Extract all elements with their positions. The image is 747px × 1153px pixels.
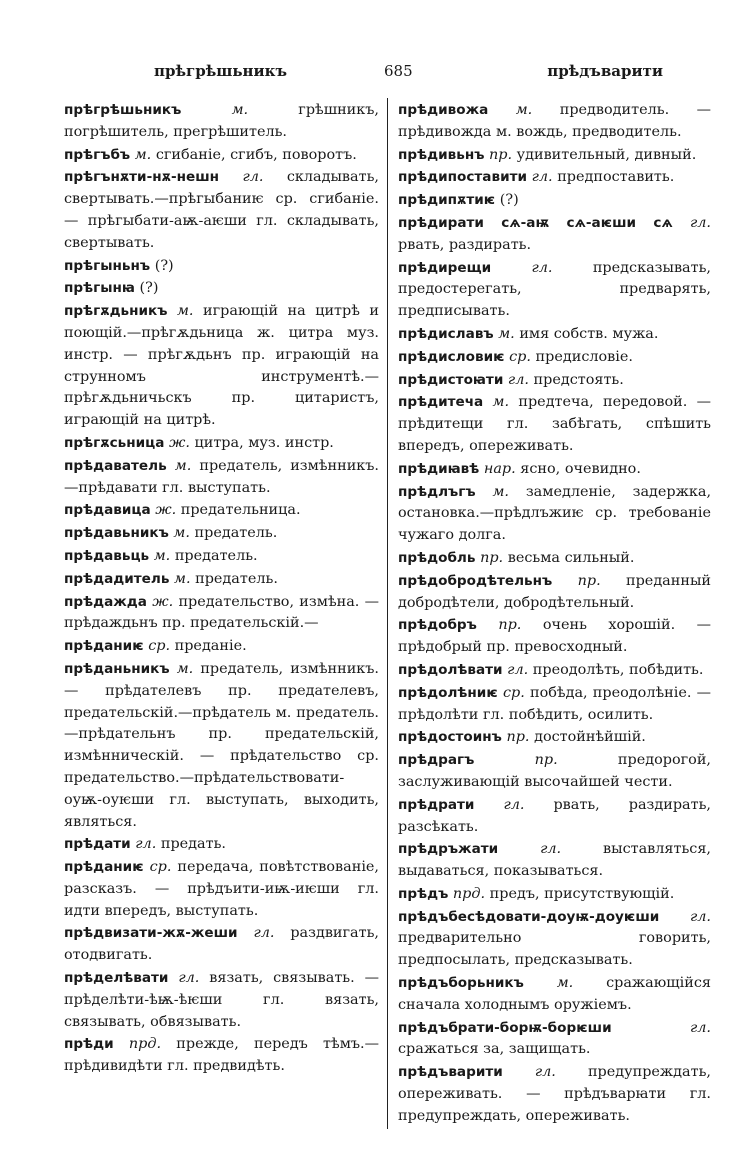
entry-grammar-label: гл. xyxy=(531,169,553,186)
entry-grammar-label: ж. xyxy=(168,434,190,451)
entry-definition: (?) xyxy=(499,192,519,209)
dictionary-entry xyxy=(398,750,711,794)
entry-definition: сражаться за, защищать. xyxy=(398,1041,591,1058)
entry-definition: цитра, муз. инстр. xyxy=(194,434,334,451)
entry-definition: раздвигать, отодвигать. xyxy=(64,925,379,964)
dictionary-entry xyxy=(64,523,379,545)
entry-headword: прѣдолѣниѥ xyxy=(398,684,498,701)
entry-definition: предпоставить. xyxy=(557,169,675,186)
entry-headword: прѣданьникъ xyxy=(64,660,170,677)
dictionary-entry xyxy=(398,839,711,883)
entry-grammar-label: ж. xyxy=(152,593,174,610)
dictionary-entry xyxy=(398,973,711,1017)
entry-definition: предатель. xyxy=(195,570,278,587)
entry-definition: предатель, измѣнникъ.—прѣдавати гл. выступать. xyxy=(64,457,380,496)
dictionary-entry xyxy=(64,592,379,636)
entry-definition: выставляться, выдаваться, показываться. xyxy=(398,841,712,880)
dictionary-entry xyxy=(398,1018,711,1062)
entry-grammar-label: м. xyxy=(177,303,194,320)
entry-headword: прѣдъборьникъ xyxy=(398,975,524,992)
page-number: 685 xyxy=(384,62,413,80)
dictionary-entry xyxy=(398,795,711,839)
dictionary-entry xyxy=(64,456,379,500)
entry-grammar-label: гл. xyxy=(690,214,712,231)
dictionary-entry xyxy=(398,190,711,212)
entry-grammar-label: гл. xyxy=(503,796,525,813)
entry-headword: прѣдати xyxy=(64,836,131,853)
entry-grammar-label: гл. xyxy=(507,371,529,388)
entry-grammar-label: ср. xyxy=(509,348,531,365)
entry-grammar-label: гл. xyxy=(540,841,562,858)
entry-definition: передача, повѣтствованіе, разсказъ. — прѣдъити-иѭ-иѥши гл. идти впередъ, выступать. xyxy=(64,859,380,919)
entry-headword: прѣдистоꙗти xyxy=(398,371,504,388)
entry-definition: ясно, очевидно. xyxy=(520,460,641,477)
entry-headword: прѣдрати xyxy=(398,796,475,813)
entry-grammar-label: ср. xyxy=(502,684,525,701)
entry-headword: прѣгъбъ xyxy=(64,146,131,163)
entry-headword: прѣдипоставити xyxy=(398,169,528,186)
entry-grammar-label: м. xyxy=(174,570,191,587)
dictionary-entry xyxy=(64,968,379,1033)
entry-definition: побѣда, преодолѣніе. —прѣдолѣти гл. побѣдить, осилить. xyxy=(398,684,712,723)
entry-grammar-label: нар. xyxy=(483,460,516,477)
dictionary-entry xyxy=(398,324,711,346)
entry-definition: рвать, раздирать, разсѣкать. xyxy=(398,796,711,835)
dictionary-entry xyxy=(64,857,379,922)
dictionary-entry xyxy=(398,347,711,369)
entry-headword: прѣдъ xyxy=(398,885,449,902)
entry-grammar-label: ср. xyxy=(148,638,171,655)
dictionary-entry xyxy=(398,167,711,189)
dictionary-entry xyxy=(398,100,711,144)
entry-headword: прѣдобль xyxy=(398,549,476,566)
entry-definition: предъ, присутствующій. xyxy=(489,885,675,902)
entry-definition: предатель. xyxy=(194,525,278,542)
entry-definition: очень хорошій. — прѣдобрый пр. превосходный. xyxy=(398,617,712,656)
entry-headword: прѣгънѫти-нѫ-нешн xyxy=(64,169,220,186)
dictionary-entry xyxy=(64,569,379,591)
entry-grammar-label: м. xyxy=(153,547,171,564)
entry-definition: предстоять. xyxy=(533,371,624,388)
entry-grammar-label: гл. xyxy=(507,661,529,678)
header-right-guideword: прѣдъварити xyxy=(547,62,663,80)
entry-headword: прѣдивожа xyxy=(398,102,489,118)
dictionary-entry xyxy=(64,1034,379,1078)
entry-definition: имя собств. мужа. xyxy=(519,325,659,342)
entry-definition: рвать, раздирать. xyxy=(398,236,532,253)
entry-headword: прѣдиславъ xyxy=(398,325,494,342)
dictionary-entry xyxy=(64,301,379,432)
entry-definition: вязать, связывать. —прѣделѣти-ѣѭ-ѣѥши гл. вязать, связывать, обвязывать. xyxy=(64,970,379,1030)
entry-grammar-label: ж. xyxy=(155,502,177,519)
dictionary-entry xyxy=(398,145,711,167)
entry-headword: прѣдобродѣтельнъ xyxy=(398,572,553,589)
dictionary-entry xyxy=(64,636,379,658)
dictionary-entry xyxy=(398,392,711,457)
entry-headword: прѣданиѥ xyxy=(64,859,144,876)
entry-grammar-label: гл. xyxy=(689,908,711,925)
entry-headword: прѣдаватель xyxy=(64,457,167,474)
entry-headword: прѣдавьникъ xyxy=(64,525,169,542)
dictionary-entry xyxy=(64,659,379,833)
dictionary-entry xyxy=(64,167,379,254)
entry-definition: сгибаніе, сгибъ, поворотъ. xyxy=(155,146,357,163)
entry-headword: прѣдъбесѣдовати-доуѭ-доуѥши xyxy=(398,908,660,925)
entry-headword: прѣдирещи xyxy=(398,259,492,276)
entry-headword: прѣданиѥ xyxy=(64,638,144,655)
entry-grammar-label: гл. xyxy=(534,1064,556,1081)
header-left-guideword: прѣгрѣшьникъ xyxy=(154,62,287,80)
entry-headword: прѣдисловиѥ xyxy=(398,348,505,365)
entry-grammar-label: пр. xyxy=(489,146,513,163)
dictionary-entry xyxy=(64,145,379,167)
entry-definition: предисловіе. xyxy=(535,348,633,365)
entry-grammar-label: прд. xyxy=(128,1036,162,1053)
dictionary-entry xyxy=(64,100,379,144)
dictionary-entry xyxy=(398,884,711,906)
entry-definition: преданіе. xyxy=(174,638,247,655)
entry-grammar-label: м. xyxy=(173,525,190,542)
dictionary-entry xyxy=(398,370,711,392)
entry-headword: прѣдлъгъ xyxy=(398,483,476,500)
entry-headword: прѣдитеча xyxy=(398,394,484,411)
entry-definition: предупреждать, опереживать. — прѣдъварꙗти гл. предупреждать, опереживать. xyxy=(398,1064,711,1124)
entry-definition: предатель. xyxy=(174,547,258,564)
entry-definition: весьма сильный. xyxy=(507,549,635,566)
entry-grammar-label: м. xyxy=(134,146,152,163)
entry-headword: прѣди xyxy=(64,1036,114,1053)
entry-grammar-label: м. xyxy=(515,102,533,118)
dictionary-entry xyxy=(64,834,379,856)
entry-grammar-label: пр. xyxy=(577,572,601,589)
dictionary-entry xyxy=(398,1062,711,1127)
entry-definition: предсказывать, предостерегать, предварять, предписывать. xyxy=(398,259,712,320)
dictionary-entry xyxy=(398,571,711,615)
entry-definition: предать. xyxy=(160,836,226,853)
dictionary-entry xyxy=(398,258,711,323)
entry-grammar-label: м. xyxy=(231,102,249,118)
entry-definition: достойнѣйшій. xyxy=(534,729,646,746)
entry-grammar-label: гл. xyxy=(531,259,553,276)
entry-headword: прѣдрагъ xyxy=(398,752,475,769)
entry-grammar-label: м. xyxy=(556,975,574,992)
dictionary-entry xyxy=(64,256,379,278)
entry-grammar-label: м. xyxy=(492,483,509,500)
entry-headword: прѣдръжати xyxy=(398,841,499,858)
dictionary-entry xyxy=(398,459,711,481)
entry-grammar-label: м. xyxy=(498,325,515,342)
entry-definition: предводитель. — прѣдивожда м. вождь, предводитель. xyxy=(398,102,712,140)
entry-headword: прѣгѫдьникъ xyxy=(64,303,168,320)
entry-definition: грѣшникъ, погрѣшитель, прегрѣшитель. xyxy=(64,102,379,140)
entry-headword: прѣдобръ xyxy=(398,617,477,634)
entry-grammar-label: гл. xyxy=(253,925,275,942)
entry-headword: прѣдадитель xyxy=(64,570,170,587)
page-header xyxy=(64,62,703,84)
dictionary-entry xyxy=(398,683,711,727)
entry-headword: прѣдолѣвати xyxy=(398,661,503,678)
entry-headword: прѣгынꙗ xyxy=(64,280,135,297)
entry-grammar-label: м. xyxy=(492,394,510,411)
entry-headword: прѣгѫсьница xyxy=(64,434,165,451)
entry-headword: прѣделѣвати xyxy=(64,970,169,987)
entry-grammar-label: пр. xyxy=(534,752,558,769)
dictionary-entry xyxy=(64,433,379,455)
dictionary-entry xyxy=(398,548,711,570)
dictionary-entry xyxy=(64,500,379,522)
entry-definition: замедленіе, задержка, остановка.—прѣдлъжиѥ ср. требованіе чужаго долга. xyxy=(398,483,712,544)
entry-definition: играющій на цитрѣ и поющій.—прѣгѫдьница ж. цитра муз. инстр. — прѣгѫдьнъ пр. играющій на струнномъ инструментѣ.—прѣгѫдьничьскъ пр. цитаристъ, играющій на цитрѣ. xyxy=(64,303,379,429)
entry-headword: прѣдвизати-жѫ-жеши xyxy=(64,925,238,942)
entry-headword: прѣдажда xyxy=(64,593,147,610)
dictionary-entry xyxy=(398,615,711,659)
entry-grammar-label: пр. xyxy=(506,729,530,746)
entry-grammar-label: пр. xyxy=(498,617,522,634)
entry-grammar-label: пр. xyxy=(480,549,504,566)
entry-grammar-label: прд. xyxy=(452,885,486,902)
entry-grammar-label: м. xyxy=(176,660,194,677)
entry-headword: прѣдъварити xyxy=(398,1064,503,1081)
dictionary-entry xyxy=(398,907,711,972)
right-column xyxy=(388,100,711,1129)
entry-grammar-label: гл. xyxy=(242,169,264,186)
dictionary-entry xyxy=(398,213,711,257)
entry-grammar-label: гл. xyxy=(689,1019,711,1036)
dictionary-entry xyxy=(398,482,711,547)
entry-headword: прѣдиꙗвѣ xyxy=(398,460,480,477)
entry-grammar-label: гл. xyxy=(135,836,157,853)
left-column xyxy=(64,100,387,1129)
entry-grammar-label: м. xyxy=(174,457,192,474)
entry-headword: прѣгрѣшьникъ xyxy=(64,102,182,118)
entry-definition: (?) xyxy=(154,257,174,274)
entry-definition: предтеча, передовой. — прѣдитещи гл. забѣгать, спѣшить впередъ, опереживать. xyxy=(398,394,711,454)
entry-headword: прѣдипѫтиѥ xyxy=(398,192,496,209)
entry-definition: прежде, передъ тѣмъ.— прѣдивидѣти гл. предвидѣть. xyxy=(64,1036,380,1075)
entry-headword: прѣдивьнъ xyxy=(398,146,485,163)
entry-headword: прѣдавица xyxy=(64,502,151,519)
entry-definition: преодолѣть, побѣдить. xyxy=(532,661,704,678)
entry-headword: прѣдирати сѧ-аѭ сѧ-аѥши сѧ xyxy=(398,214,673,231)
entry-definition: предварительно говорить, предпосылать, предсказывать. xyxy=(398,930,711,969)
entry-definition: складывать, свертывать.—прѣгыбаниѥ ср. сгибаніе. — прѣгыбати-аѭ-аѥши гл. складывать, свертывать. xyxy=(64,169,379,251)
entry-definition: предорогой, заслуживающій высочайшей чести. xyxy=(398,752,712,790)
entry-grammar-label: гл. xyxy=(178,970,200,987)
entry-headword: прѣдавьць xyxy=(64,547,150,564)
entry-definition: предатель, измѣнникъ. — прѣдателевъ пр. предателевъ, предательскій.—прѣдатель м. предатель.—прѣдательнъ пр. предательскій, измѣнническій. — прѣдательство ср. предательство.—прѣдательствовати-оуѭ-оуѥши гл. выступать, выходить, являться. xyxy=(64,660,380,830)
entry-definition: (?) xyxy=(139,280,159,297)
dictionary-entry xyxy=(64,546,379,568)
entry-definition: преданный добродѣтели, добродѣтельный. xyxy=(398,572,711,611)
dictionary-entry xyxy=(64,278,379,300)
entry-definition: сражающійся сначала холоднымъ оружіемъ. xyxy=(398,975,711,1013)
entry-headword: прѣдостоинъ xyxy=(398,729,502,746)
entry-definition: предательство, измѣна. —прѣдаждьнъ пр. предательскій.— xyxy=(64,593,380,632)
entry-definition: удивительный, дивный. xyxy=(516,146,697,163)
dictionary-entry xyxy=(64,923,379,967)
entry-headword: прѣдъбрати-борѭ-борѥши xyxy=(398,1019,612,1036)
entry-grammar-label: ср. xyxy=(149,859,172,876)
dictionary-entry xyxy=(398,727,711,749)
entry-headword: прѣгыньнъ xyxy=(64,257,151,274)
dictionary-entry xyxy=(398,660,711,682)
entry-definition: предательница. xyxy=(180,502,301,519)
columns xyxy=(64,100,715,1129)
